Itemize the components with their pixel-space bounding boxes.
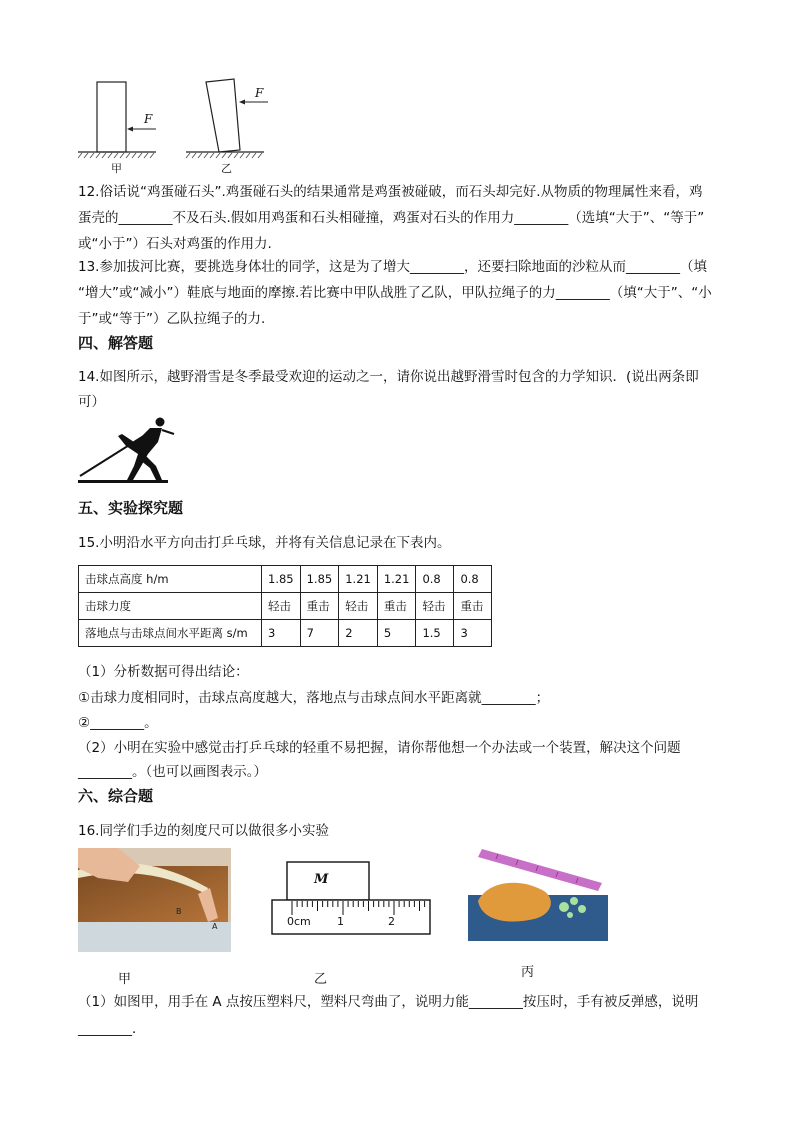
- table-cell: 落地点与击球点间水平距离 s/m: [79, 620, 262, 647]
- q16-intro: 16.同学们手边的刻度尺可以做很多小实验: [78, 823, 329, 839]
- table-cell: 5: [377, 620, 416, 647]
- q12-line3: 或“小于”）石头对鸡蛋的作用力.: [78, 236, 272, 252]
- q14-line2: 可）: [78, 394, 105, 410]
- table-cell: 1.85: [262, 566, 301, 593]
- table-cell: 1.85: [300, 566, 339, 593]
- caption-yi: 乙: [221, 162, 232, 175]
- table-cell: 1.21: [377, 566, 416, 593]
- ruler-mass-label: M: [314, 872, 329, 887]
- q13-line2: “增大”或“减小”）鞋底与地面的摩擦.若比赛中甲队战胜了乙队，甲队拉绳子的力________（填“大于”、“小: [78, 285, 712, 301]
- q15-p2b: ________。（也可以画图表示。）: [78, 764, 267, 780]
- table-cell: 7: [300, 620, 339, 647]
- q16-p1a: （1）如图甲，用手在 A 点按压塑料尺，塑料尺弯曲了，说明力能________按压时，手有被反弹感，说明: [78, 994, 699, 1010]
- force-label-yi: F: [255, 86, 264, 100]
- q14-line1: 14.如图所示，越野滑雪是冬季最受欢迎的运动之一，请你说出越野滑雪时包含的力学知识．(说出两条即: [78, 369, 699, 385]
- table-cell: 1.21: [339, 566, 378, 593]
- q15-data-table: [78, 565, 492, 647]
- force-label-jia: F: [144, 112, 153, 126]
- table-cell: 重击: [377, 593, 416, 620]
- caption-jia: 甲: [111, 162, 122, 175]
- caption-q16-bing: 丙: [521, 965, 535, 980]
- table-cell: 重击: [454, 593, 492, 620]
- photo-label-b: B: [176, 907, 182, 916]
- caption-q16-yi: 乙: [314, 972, 328, 987]
- section-heading-4: 四、解答题: [78, 334, 154, 352]
- table-cell: 1.5: [416, 620, 454, 647]
- photo-label-a: A: [212, 922, 218, 931]
- section-heading-6: 六、综合题: [78, 787, 154, 805]
- table-cell: 击球力度: [79, 593, 262, 620]
- q15-p1: （1）分析数据可得出结论：: [78, 664, 249, 680]
- caption-q16-jia: 甲: [118, 972, 132, 987]
- table-cell: 重击: [300, 593, 339, 620]
- table-cell: 轻击: [416, 593, 454, 620]
- photo-jia-ruler-press: [78, 848, 231, 952]
- table-cell: 击球点高度 h/m: [79, 566, 262, 593]
- ruler-figure-yi: [268, 852, 433, 947]
- q15-intro: 15.小明沿水平方向击打乒乓球，并将有关信息记录在下表内。: [78, 535, 451, 551]
- q15-p1b: ②________。: [78, 715, 158, 731]
- table-row: [79, 593, 492, 620]
- photo-bing-ruler-hand: [468, 845, 608, 941]
- q12-line1: 12.俗话说“鸡蛋碰石头”.鸡蛋碰石头的结果通常是鸡蛋被碰破，而石头却完好.从物质的物理属性来看，鸡: [78, 184, 703, 200]
- skier-silhouette-icon: [78, 414, 178, 488]
- table-cell: 0.8: [454, 566, 492, 593]
- table-row: [79, 566, 492, 593]
- ruler-mark-1: 1: [337, 915, 344, 928]
- ruler-unit-label: 0cm: [287, 915, 311, 928]
- table-cell: 3: [454, 620, 492, 647]
- q15-p1a: ①击球力度相同时，击球点高度越大，落地点与击球点间水平距离就________；: [78, 690, 550, 706]
- q15-p2a: （2）小明在实验中感觉击打乒乓球的轻重不易把握，请你帮他想一个办法或一个装置，解决这个问题: [78, 740, 681, 756]
- section-heading-5: 五、实验探究题: [78, 499, 184, 517]
- table-cell: 3: [262, 620, 301, 647]
- force-diagram-figure: [78, 78, 278, 178]
- table-cell: 轻击: [262, 593, 301, 620]
- q13-line1: 13.参加拔河比赛，要挑选身体壮的同学，这是为了增大________，还要扫除地面的沙粒从而________（填: [78, 259, 707, 275]
- table-cell: 轻击: [339, 593, 378, 620]
- table-cell: 2: [339, 620, 378, 647]
- table-row: [79, 620, 492, 647]
- q12-line2: 蛋壳的________不及石头.假如用鸡蛋和石头相碰撞，鸡蛋对石头的作用力________（选填“大于”、“等于”: [78, 210, 705, 226]
- table-cell: 0.8: [416, 566, 454, 593]
- q16-p1b: ________．: [78, 1021, 146, 1037]
- ruler-mark-2: 2: [388, 915, 395, 928]
- q13-line3: 于”或“等于”）乙队拉绳子的力.: [78, 311, 266, 327]
